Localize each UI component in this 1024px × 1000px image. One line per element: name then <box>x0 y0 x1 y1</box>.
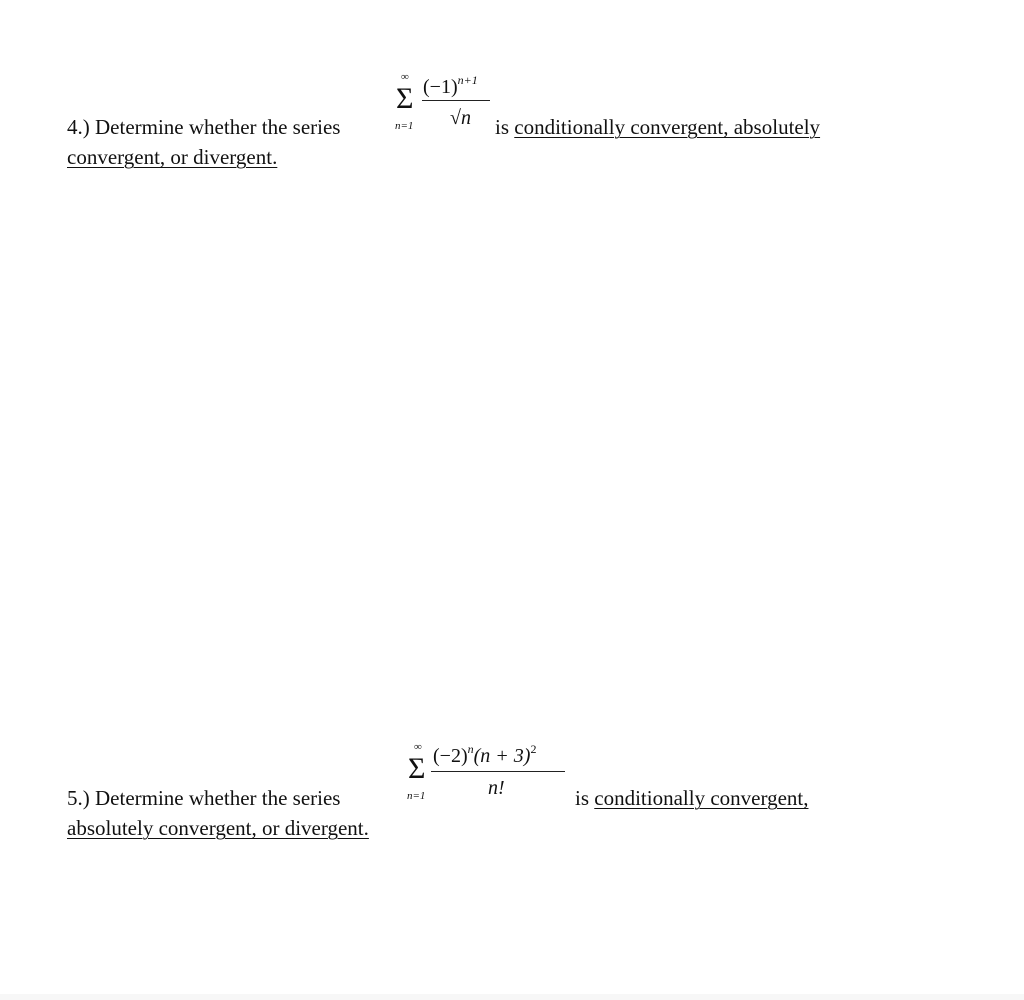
problem-5-line-2 <box>67 818 369 839</box>
numerator-5: $(-2)^n(n + 3)^2$ <box>433 742 537 767</box>
upper-limit-4: ∞ <box>401 71 409 83</box>
problem-5-options-2: absolutely convergent, or divergent. <box>67 816 369 840</box>
numerator-4: $(-1)^{n+1}$ <box>423 73 478 98</box>
page-bottom-band <box>0 994 1024 1000</box>
sigma-5: Σ <box>408 752 426 785</box>
fraction-bar-4 <box>422 100 490 101</box>
problem-5-intro: 5.) Determine whether the series <box>67 786 341 810</box>
problem-4-connector: is <box>495 115 510 139</box>
lower-limit-5: n=1 <box>407 790 426 802</box>
problem-4-options-1: conditionally convergent, absolutely <box>514 115 821 139</box>
problem-5-line-1 <box>67 788 340 809</box>
problem-4-intro: 4.) Determine whether the series <box>67 115 341 139</box>
problem-5-line-1-tail <box>575 788 809 809</box>
sigma-4: Σ <box>396 82 414 115</box>
problem-4-line-1-tail <box>495 117 820 138</box>
lower-limit-4: n=1 <box>395 120 414 132</box>
problem-4-line-2 <box>67 147 277 168</box>
problem-4-options-2: convergent, or divergent. <box>67 145 278 169</box>
problem-5-options-1: conditionally convergent, <box>594 786 809 810</box>
denominator-4: √n <box>450 107 471 129</box>
fraction-bar-5 <box>431 771 565 772</box>
problem-5-connector: is <box>575 786 590 810</box>
upper-limit-5: ∞ <box>414 741 422 753</box>
problem-4-line-1 <box>67 117 340 138</box>
denominator-5: n! <box>488 777 505 799</box>
